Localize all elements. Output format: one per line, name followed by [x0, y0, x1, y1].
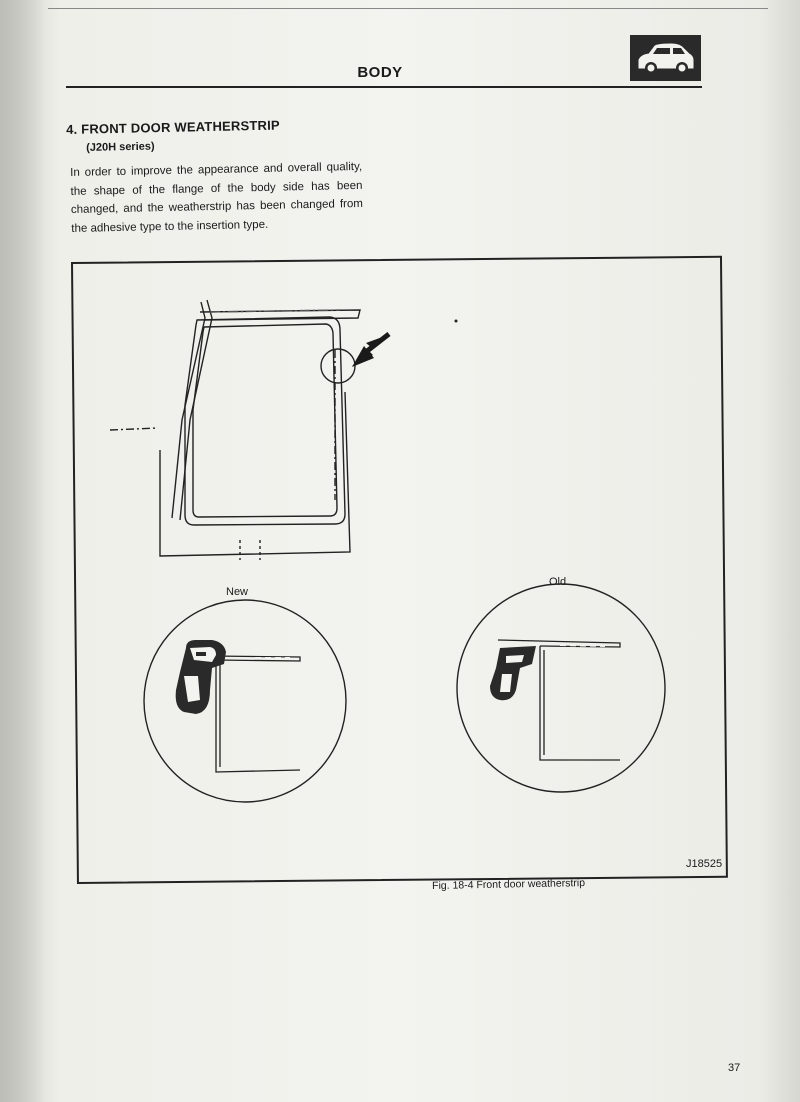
new-detail-circle	[144, 600, 346, 802]
figure-caption: Fig. 18-4 Front door weatherstrip	[432, 877, 586, 892]
section-body-text: In order to improve the appearance and overall quality, the shape of the flange of the body side has been changed, and the weatherstrip has been changed from the adhesive type to the insertion type.	[70, 160, 364, 235]
detail-arrow-icon	[352, 334, 389, 367]
old-detail-circle	[457, 584, 665, 792]
old-label: Old	[549, 576, 567, 588]
figure-code: J18525	[686, 858, 723, 870]
door-drawing	[110, 300, 360, 560]
section-heading: 4. FRONT DOOR WEATHERSTRIP	[66, 117, 280, 137]
header-title: BODY	[357, 64, 403, 81]
new-label: New	[226, 586, 249, 598]
section-subheading: (J20H series)	[86, 140, 155, 154]
page-number: 37	[728, 1062, 741, 1074]
